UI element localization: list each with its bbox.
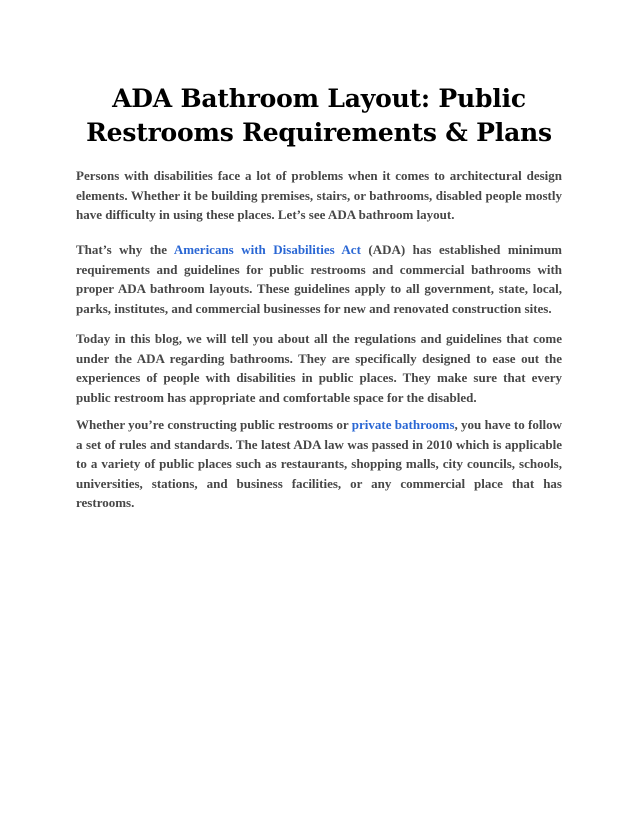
paragraph-text — [76, 415, 562, 513]
paragraph-intro — [76, 166, 562, 225]
text-before-link: Whether you’re constructing public restrooms or — [76, 417, 352, 432]
paragraph-text — [76, 240, 562, 318]
paragraph-text: Persons with disabilities face a lot of problems when it comes to architectural design elements. Whether it be building premises, stairs, or bathrooms, disabled people mostly have difficulty in using these places. Let’s see ADA bathroom layout. — [76, 168, 562, 222]
text-after-link: (ADA) has established minimum requirements and guidelines for public restrooms and commercial bathrooms with proper ADA bathroom layouts. These guidelines apply to all government, state, local, parks, institutes, and commercial businesses for new and renovated construction sites. — [76, 242, 563, 316]
text-after-link: , you have to follow a set of rules and standards. The latest ADA law was passed in 2010 which is applicable to a variety of public places such as restaurants, shopping malls, city councils, schools, universities, stations, and business facilities, or any commercial place that has restrooms. — [76, 417, 562, 510]
ada-link[interactable]: Americans with Disabilities Act — [173, 242, 361, 257]
private-bathrooms-link[interactable]: private bathrooms — [351, 417, 455, 432]
paragraph-text: Today in this blog, we will tell you about all the regulations and guidelines that come under the ADA regarding bathrooms. They are specifically designed to ease out the experiences of people with disabilities in public places. They make sure that every public restroom has appropriate and comfortable space for the disabled. — [76, 331, 562, 405]
paragraph-blog-intro — [76, 329, 562, 407]
paragraph-rules — [76, 415, 562, 513]
paragraph-ada-guidelines — [76, 240, 562, 318]
page-title: ADA Bathroom Layout: Public Restrooms Requirements & Plans — [86, 84, 552, 147]
text-before-link: That’s why the — [76, 242, 174, 257]
